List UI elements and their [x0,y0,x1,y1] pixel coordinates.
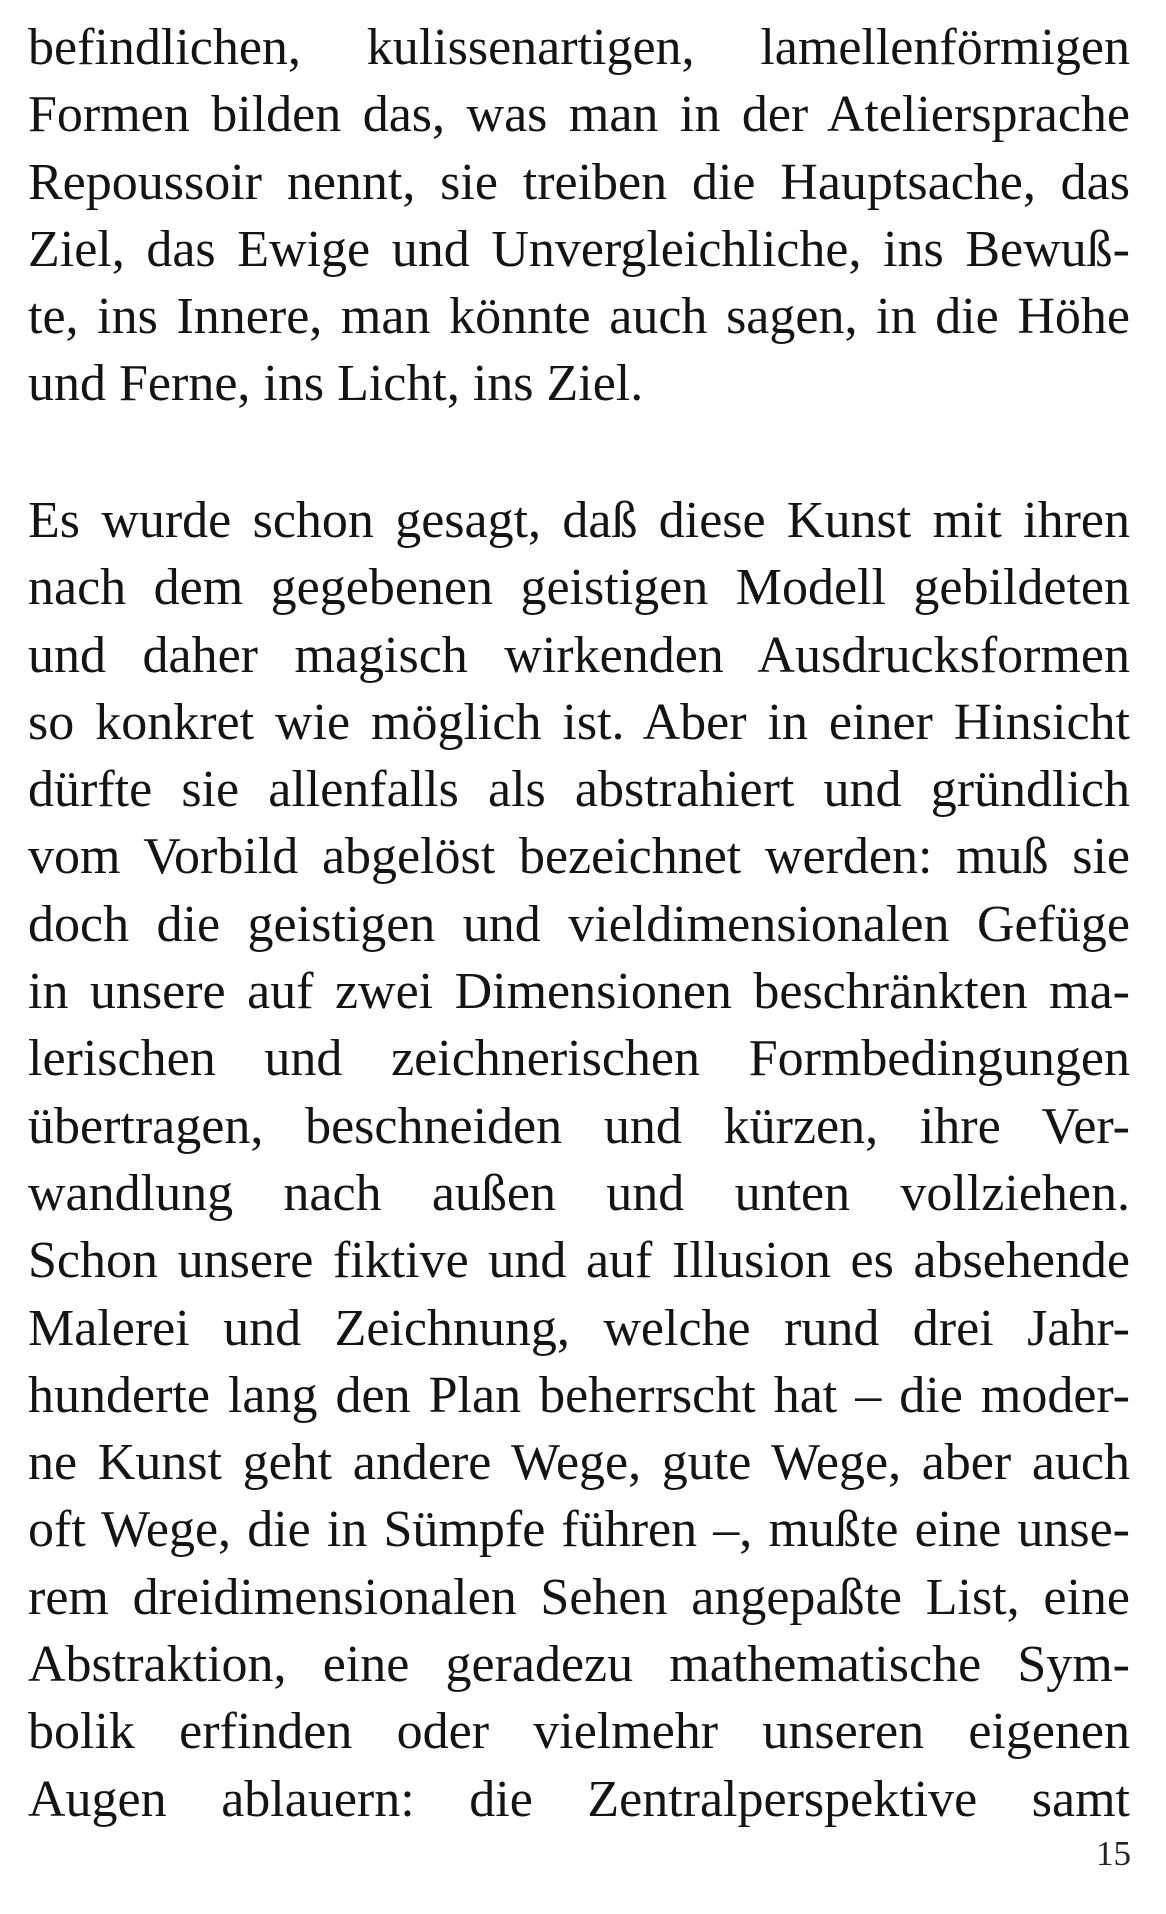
text-line: befindlichen, kulissenartigen, lamellenförmigen [28,19,1130,76]
text-line: te, ins Innere, man könnte auch sagen, in die Höhe [28,288,1130,346]
text-line: Ziel, das Ewige und Unvergleichliche, ins Bewuß- [28,220,1130,278]
text-line: so konkret wie möglich ist. Aber in einer Hinsicht [28,693,1130,751]
paragraph-repoussoir [28,14,1130,418]
text-line: Repoussoir nennt, sie treiben die Hauptsache, das [28,153,1130,211]
paragraph-abstraction [28,487,1130,1833]
text-line: übertragen, beschneiden und kürzen, ihre Ver- [28,1097,1130,1155]
text-line: Augen ablauern: die Zentralperspektive samt [28,1770,1130,1828]
text-line: und daher magisch wirkenden Ausdrucksformen [28,626,1130,684]
text-line: dürfte sie allenfalls als abstrahiert und gründlich [28,761,1130,819]
text-line: ne Kunst geht andere Wege, gute Wege, aber auch [28,1434,1130,1492]
text-line: Malerei und Zeichnung, welche rund drei Jahr- [28,1299,1130,1357]
text-line: nach dem gegebenen geistigen Modell gebildeten [28,559,1130,617]
text-line: Formen bilden das, was man in der Ateliersprache [28,86,1130,144]
text-line: bolik erfinden oder vielmehr unseren eigenen [28,1703,1130,1761]
text-line: vom Vorbild abgelöst bezeichnet werden: muß sie [28,828,1130,886]
text-line: und Ferne, ins Licht, ins Ziel. [28,355,644,413]
text-line: Abstraktion, eine geradezu mathematische Sym- [28,1636,1130,1694]
text-line: Schon unsere fiktive und auf Illusion es absehende [28,1232,1130,1290]
page-number: 15 [1096,1834,1131,1873]
text-line: Es wurde schon gesagt, daß diese Kunst mit ihren [28,492,1130,549]
text-line: in unsere auf zwei Dimensionen beschränkten ma- [28,963,1130,1021]
text-line: oft Wege, die in Sümpfe führen –, mußte eine unse- [28,1501,1130,1559]
text-line: rem dreidimensionalen Sehen angepaßte List, eine [28,1568,1130,1626]
text-line: hunderte lang den Plan beherrscht hat – die moder- [28,1366,1130,1424]
text-line: doch die geistigen und vieldimensionalen Gefüge [28,895,1130,953]
text-line: lerischen und zeichnerischen Formbedingungen [28,1030,1130,1088]
text-line: wandlung nach außen und unten vollziehen. [28,1164,1130,1222]
